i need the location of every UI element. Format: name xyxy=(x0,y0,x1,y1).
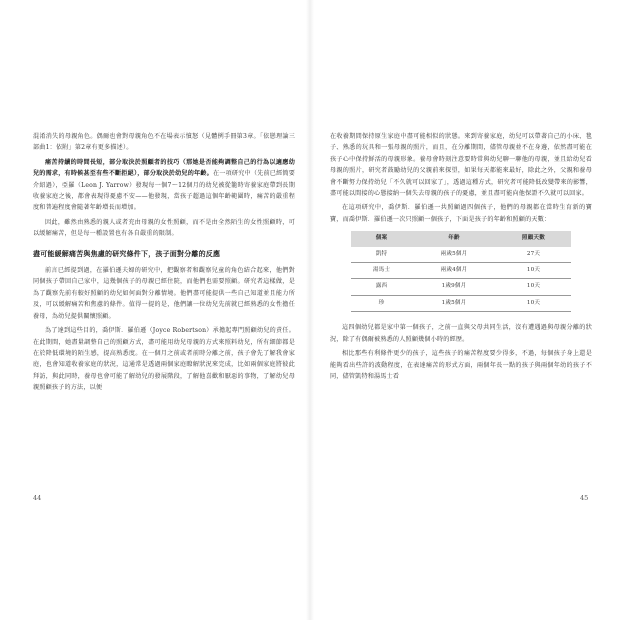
right-page-text xyxy=(330,131,592,385)
table-cell: 凱特 xyxy=(351,247,412,263)
table-cell: 兩歲5個月 xyxy=(412,247,496,263)
table-row xyxy=(351,279,571,295)
table-header: 年齡 xyxy=(412,231,496,246)
bold-text: 痛苦持續的時間長短，部分取決於照顧者的技巧（那她是否能夠調整自己的行為以適應幼兒的需求，有時候甚至有些不斷拒絕），部分取決於幼兒的年齡。 xyxy=(33,158,295,178)
case-table xyxy=(351,231,571,312)
table-cell: 兩歲4個月 xyxy=(412,263,496,279)
paragraph: 這四個幼兒都是家中第一個孩子，之前一直與父母共同生活，沒有遭遇過與母親分離的狀況，除了有偶爾被熟悉的人照顧幾個小時的經歷。 xyxy=(330,324,592,343)
table-cell: 1歲9個月 xyxy=(412,279,496,295)
table-cell: 露西 xyxy=(351,279,412,295)
paragraph: 在這項研究中，喬伊斯．羅伯遜一共照顧過四個孩子，他們的母親都在當時生育新的寶寶，而喬伊斯．羅伯遜一次只照顧一個孩子，下面是孩子的年齡和照顧的天數： xyxy=(330,204,592,223)
table-cell: 1歲5個月 xyxy=(412,295,496,311)
paragraph: 為了達到這些目的，喬伊斯．羅伯遜（Joyce Robertson）承擔起專門照顧幼兒的責任。在此期間，她盡量調整自己的照顧方式，盡可能用幼兒母親的方式來照料幼兒，所有細節都是在於降低環境的陌生感，提高熟悉度。在一個月之前或者前時分離之前，孩子會先了解我會家庭，也會知道收養家庭的狀況，這通常是透過兩個家庭瞭解狀況來完成，比如兩個家庭將彼此拜訪，與此同時，養母也會可能了解幼兒的發展階段，了解他喜歡和厭惡的事物，了解幼兒母親照顧孩子的方法，以便 xyxy=(33,327,295,392)
paragraph-continuation: 在一項研究中（先前已經簡要介紹過），亞羅（Leon J. Yarrow）發現每一個7～12個月的幼兒被從籠時寄養家庭帶到長期收養家庭之後，都會表現得憂慮不安——他發現，當孩子超過這個年齡範圍時，痛苦的嚴重程度和普遍程度會隨著年齡增長而增加。 xyxy=(33,170,295,212)
table-cell: 湯馬士 xyxy=(351,263,412,279)
paragraph xyxy=(33,157,295,214)
table-cell: 10天 xyxy=(496,295,571,311)
section-heading: 盡可能緩解痛苦與焦慮的研究條件下，孩子面對分離的反應 xyxy=(33,248,221,258)
table-row xyxy=(351,247,571,263)
table-cell: 10天 xyxy=(496,279,571,295)
page-number: 44 xyxy=(33,494,42,502)
table-cell: 珍 xyxy=(351,295,412,311)
table-header: 照顧天數 xyxy=(496,231,571,246)
table-row xyxy=(351,263,571,279)
table-cell: 10天 xyxy=(496,263,571,279)
paragraph: 因此，雖然由熟悉的親人或者充由母親的女性照顧，而不是由全然陌生的女性照顧時，可以緩解痛苦，但是每一種設置也有各自嚴重的限制。 xyxy=(33,218,295,238)
paragraph: 前言已經提到過，在羅伯遜夫婦的研究中，把觀察者和觀察兒童的角色結合起來，他們對同個孩子帶回自己家中，這幾個孩子的母親已經住院，而他們也需要照顧。研究者這樣做，是為了觀察先前有較好照顧的幼兒如何面對分離情境。他們盡可能提供一些自己知道並且能力所及，可以緩解痛苦和焦慮的條件。值得一提的是，他們讓一位幼兒先前就已經熟悉的女性擔任養母，為幼兒提供關懷照顧。 xyxy=(33,267,295,320)
left-page-text xyxy=(33,131,295,397)
table-cell: 27天 xyxy=(496,247,571,263)
paragraph: 混淆消失的母親角色。偶爾也會對母親角色不在場表示憤怒（見體例手冊第3章。「依戀理論三部曲1：依附」第2章有更多描述）。 xyxy=(33,133,295,152)
page-number: 45 xyxy=(580,494,589,502)
table-row xyxy=(351,295,571,311)
paragraph: 相比那些有利條件更少的孩子，這些孩子的痛苦程度要少得多，不過，每個孩子身上還是能夠看出些許的波動程度，在表達痛苦的形式方面，兩個年長一點的孩子與兩個年幼的孩子不同，儘管凱特和湯馬士看 xyxy=(330,350,592,380)
table-header: 個案 xyxy=(351,231,412,246)
paragraph: 在收養期間保持原生家庭中盡可能相似的狀態。來到寄養家庭，幼兒可以帶著自己的小床、毯子、熟悉的玩具和一張母親的照片，而且，在分離期間，儘管母親並不在身邊，依然盡可能在孩子心中保持鮮活的母親形象。養母會時刻注意要時常與幼兒聊一聊他的母親，並且給幼兒看母親的照片，研究者鼓勵幼兒的父親前來探望，如果每天都能來最好，除此之外，父親和養母會不斷努力保持幼兒「不久就可以回家了」，透過這種方式，研究者可能降低改變帶來的影響，盡可能以間接的心態接納一個失去母親的孩子的憂慮，並且盡可能向他保證不久就可以回家。 xyxy=(330,133,592,198)
table-header-row xyxy=(351,231,571,246)
